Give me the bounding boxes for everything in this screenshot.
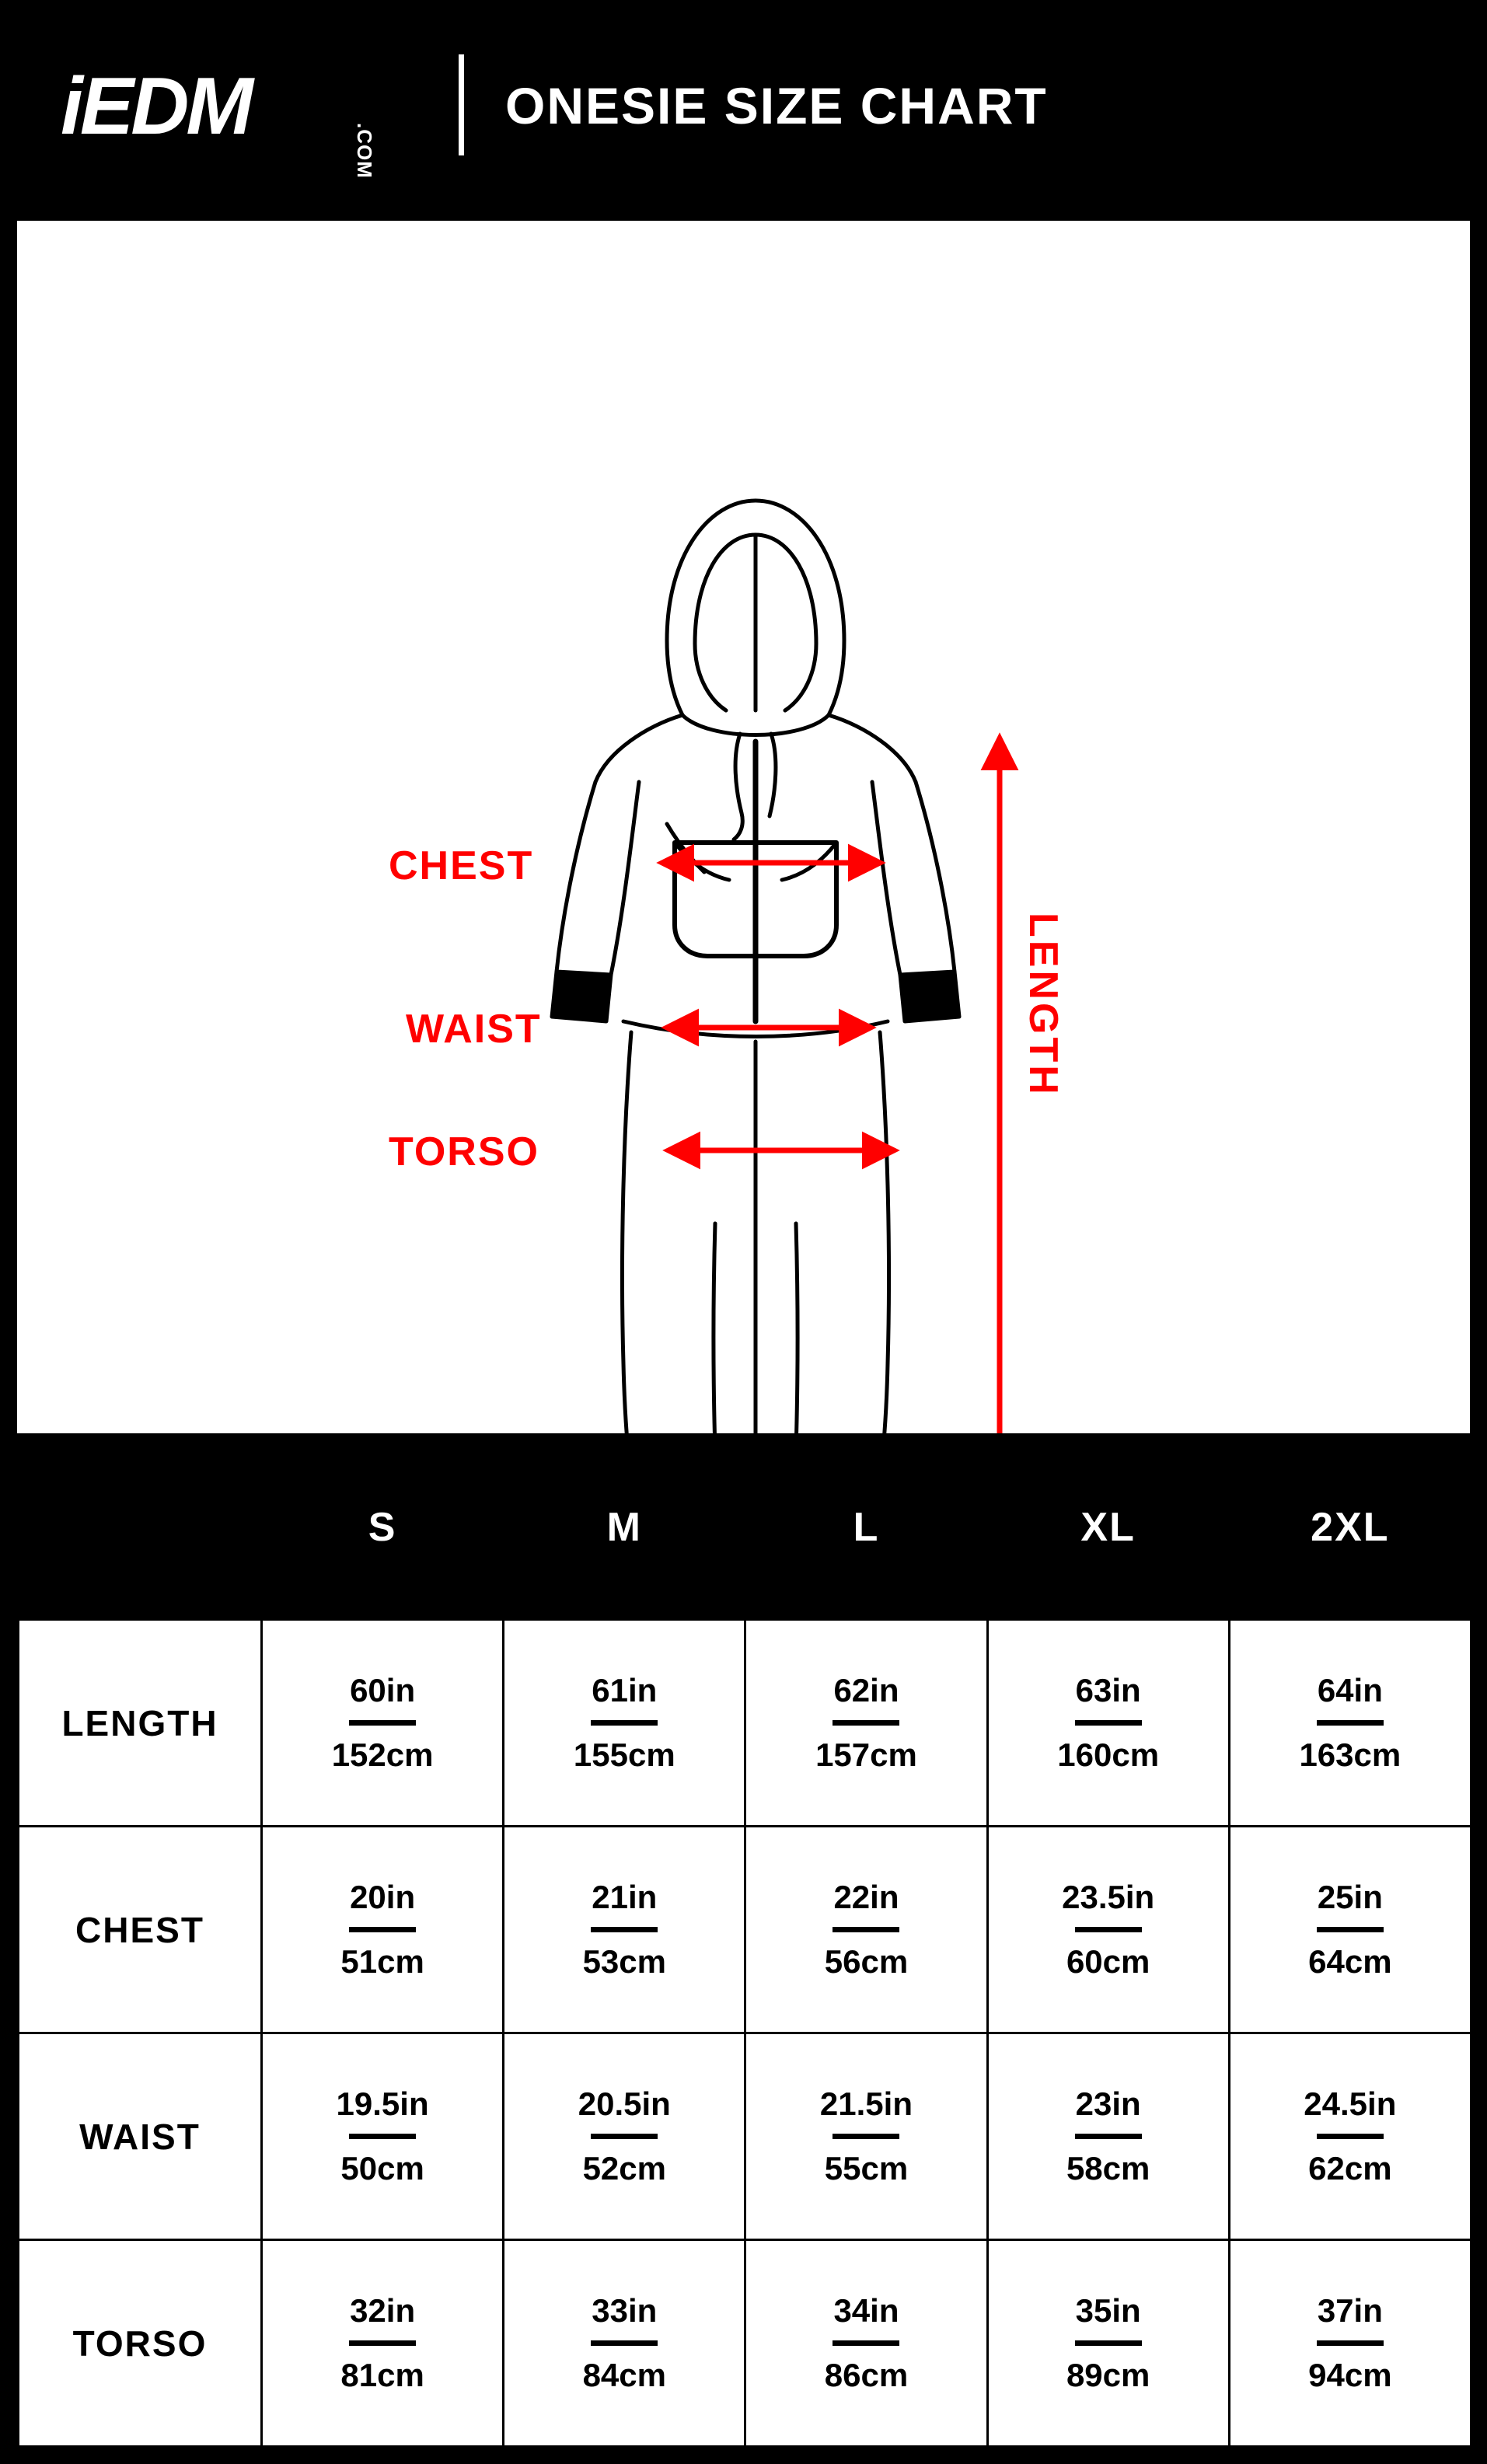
value-inches: 22in [833,1878,899,1915]
brand-logo-text: iEDM [61,61,250,152]
row-label-chest: CHEST [19,1827,262,2033]
value-inches: 63in [1075,1671,1141,1708]
table-row [19,1827,1471,2033]
size-table [17,1433,1472,2448]
value-divider [1317,1720,1384,1726]
value-inches: 23.5in [1062,1878,1155,1915]
value-inches: 20.5in [578,2085,671,2122]
cell-torso-m [504,2240,745,2447]
value-inches: 33in [592,2291,658,2329]
table-corner-cell [19,1435,262,1620]
column-header-xl: XL [987,1435,1229,1620]
cell-waist-2xl [1229,2033,1471,2240]
value-divider [1075,1927,1142,1932]
cell-chest-2xl [1229,1827,1471,2033]
cell-chest-m [504,1827,745,2033]
value-divider [591,2134,658,2139]
cell-chest-s [262,1827,504,2033]
value-cm: 52cm [582,2150,666,2187]
value-cm: 94cm [1308,2357,1392,2393]
cell-waist-s [262,2033,504,2240]
chest-label: CHEST [389,843,534,888]
value-cm: 56cm [824,1943,909,1980]
value-cm: 157cm [815,1736,917,1773]
size-table-wrapper [17,1433,1470,2447]
row-label-length: LENGTH [19,1620,262,1827]
cell-length-m [504,1620,745,1827]
value-divider [591,1927,658,1932]
cell-torso-s [262,2240,504,2447]
table-row [19,1620,1471,1827]
cell-length-l [745,1620,987,1827]
value-cm: 160cm [1057,1736,1160,1773]
table-header-row [19,1435,1471,1620]
brand-logo [61,56,403,179]
value-inches: 23in [1075,2085,1141,2122]
column-header-l: L [745,1435,987,1620]
value-cm: 62cm [1308,2150,1392,2187]
cell-torso-l [745,2240,987,2447]
value-cm: 163cm [1299,1736,1401,1773]
value-divider [833,1720,899,1726]
value-cm: 50cm [340,2150,424,2187]
value-inches: 24.5in [1304,2085,1397,2122]
row-label-waist: WAIST [19,2033,262,2240]
torso-label: TORSO [389,1129,539,1174]
value-cm: 55cm [824,2150,909,2187]
value-inches: 25in [1317,1878,1383,1915]
cell-waist-m [504,2033,745,2240]
value-cm: 64cm [1308,1943,1392,1980]
cell-waist-l [745,2033,987,2240]
cell-waist-xl [987,2033,1229,2240]
value-inches: 61in [592,1671,658,1708]
value-divider [1317,2340,1384,2346]
cell-length-xl [987,1620,1229,1827]
value-inches: 64in [1317,1671,1383,1708]
header-divider [459,54,464,155]
cell-torso-xl [987,2240,1229,2447]
cell-chest-l [745,1827,987,2033]
value-divider [1075,2340,1142,2346]
value-cm: 81cm [340,2357,424,2393]
value-divider [1075,1720,1142,1726]
value-inches: 34in [833,2291,899,2329]
value-divider [591,1720,658,1726]
value-cm: 155cm [573,1736,675,1773]
value-divider [833,2340,899,2346]
cell-length-2xl [1229,1620,1471,1827]
column-header-2xl: 2XL [1229,1435,1471,1620]
page-title: ONESIE SIZE CHART [505,77,1048,134]
page-header [0,0,1487,218]
value-divider [1075,2134,1142,2139]
cell-chest-xl [987,1827,1229,2033]
hooded-onesie-line-drawing [515,477,997,1589]
value-divider [833,2134,899,2139]
value-cm: 58cm [1066,2150,1150,2187]
value-cm: 51cm [340,1943,424,1980]
value-divider [833,1927,899,1932]
value-inches: 60in [350,1671,416,1708]
waist-label: WAIST [406,1007,542,1052]
brand-logo-domain: .COM [353,123,376,179]
value-divider [591,2340,658,2346]
value-inches: 20in [350,1878,416,1915]
value-divider [1317,2134,1384,2139]
value-cm: 60cm [1066,1943,1150,1980]
table-row [19,2033,1471,2240]
value-inches: 35in [1075,2291,1141,2329]
table-row [19,2240,1471,2447]
illustration-panel [17,221,1470,1433]
value-cm: 86cm [824,2357,909,2393]
value-inches: 32in [350,2291,416,2329]
value-divider [349,2134,416,2139]
cell-torso-2xl [1229,2240,1471,2447]
value-divider [349,1720,416,1726]
column-header-m: M [504,1435,745,1620]
value-cm: 152cm [331,1736,434,1773]
value-inches: 37in [1317,2291,1383,2329]
row-label-torso: TORSO [19,2240,262,2447]
value-divider [349,2340,416,2346]
value-divider [349,1927,416,1932]
length-label: LENGTH [1021,913,1066,1098]
value-cm: 89cm [1066,2357,1150,2393]
value-inches: 19.5in [336,2085,429,2122]
column-header-s: S [262,1435,504,1620]
value-cm: 84cm [582,2357,666,2393]
value-inches: 62in [833,1671,899,1708]
value-inches: 21.5in [819,2085,913,2122]
cell-length-s [262,1620,504,1827]
value-inches: 21in [592,1878,658,1915]
value-cm: 53cm [582,1943,666,1980]
value-divider [1317,1927,1384,1932]
